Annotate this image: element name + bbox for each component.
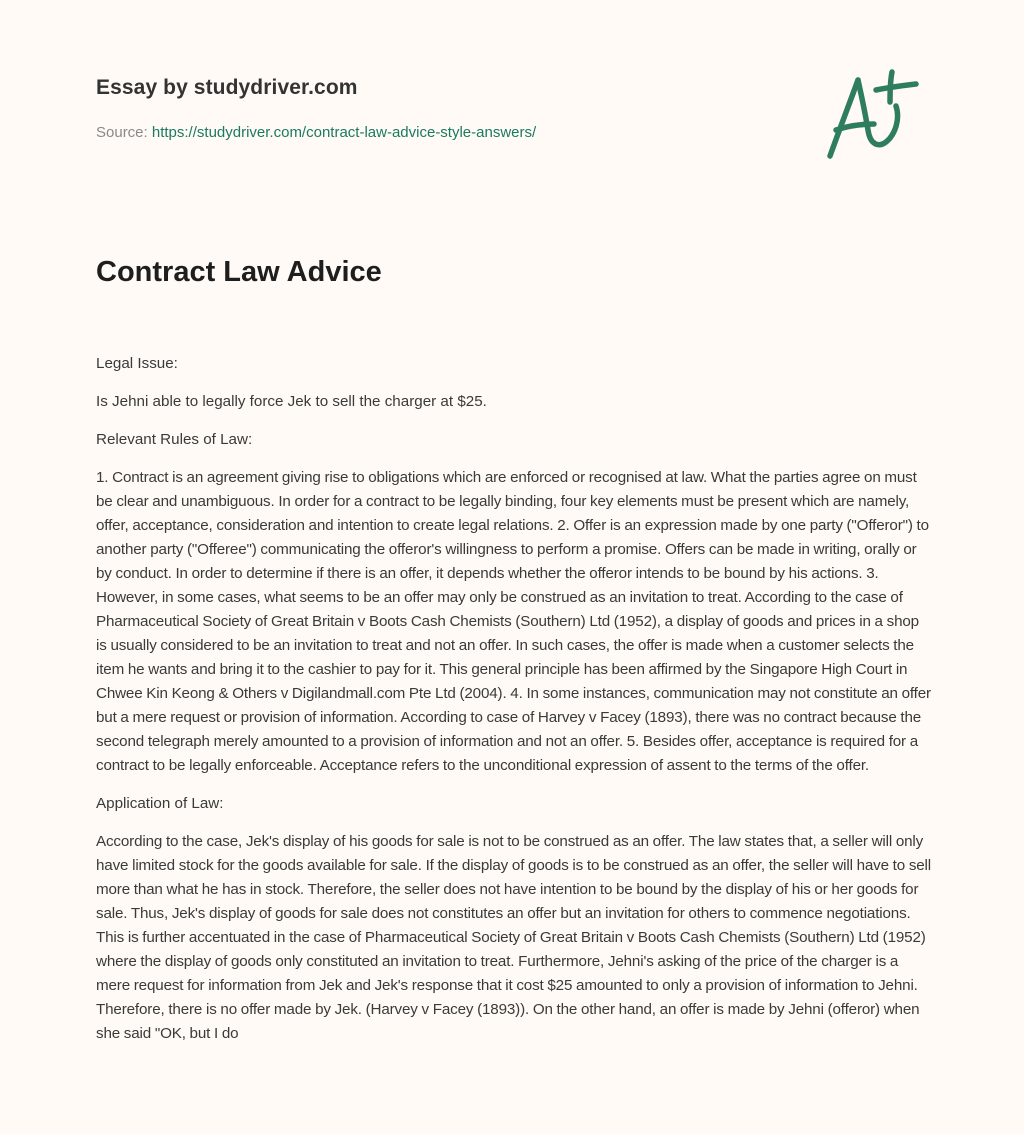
- section-heading-relevant-rules: Relevant Rules of Law:: [96, 431, 253, 448]
- source-line: [96, 124, 536, 141]
- section-text-application: According to the case, Jek's display of his goods for sale is not to be construed as an offer. The law states that, a seller will only have limited stock for the goods available for sale. If the display of goods is to be construed as an offer, the seller will have to sell more than what he has in stock. Therefore, the seller does not have intention to be bound by the display of his or her goods for sale. Thus, Jek's display of goods for sale does not constitutes an offer but an invitation for others to commence negotiations. This is further accentuated in the case of Pharmaceutical Society of Great Britain v Boots Cash Chemists (Southern) Ltd (1952) where the display of goods only constituted an invitation to treat. Furthermore, Jehni's asking of the price of the charger is a mere request for information from Jek and Jek's response that it cost $25 amounted to only a provision of information to Jehni. Therefore, there is no offer made by Jek. (Harvey v Facey (1893)). On the other hand, an offer is made by Jehni (offeror) when she said "OK, but I do: [96, 833, 932, 1042]
- section-heading-application: Application of Law:: [96, 795, 224, 812]
- site-title: Essay by studydriver.com: [96, 76, 358, 99]
- document-title: Contract Law Advice: [96, 256, 382, 288]
- essay-page: [96, 0, 932, 1042]
- a-plus-grade-icon: [824, 68, 926, 164]
- section-text-relevant-rules: 1. Contract is an agreement giving rise to obligations which are enforced or recognised at law. What the parties agree on must be clear and unambiguous. In order for a contract to be legally binding, four key elements must be present which are namely, offer, acceptance, consideration and intention to create legal relations. 2. Offer is an expression made by one party ("Offeror") to another party ("Offeree") communicating the offeror's willingness to perform a promise. Offers can be made in writing, orally or by conduct. In order to determine if there is an offer, it depends whether the offeror intends to be bound by his actions. 3. However, in some cases, what seems to be an offer may only be construed as an invitation to treat. According to the case of Pharmaceutical Society of Great Britain v Boots Cash Chemists (Southern) Ltd (1952), a display of goods and prices in a shop is usually considered to be an invitation to treat and not an offer. In such cases, the offer is made when a customer selects the item he wants and bring it to the cashier to pay for it. This general principle has been affirmed by the Singapore High Court in Chwee Kin Keong & Others v Digilandmall.com Pte Ltd (2004). 4. In some instances, communication may not constitute an offer but a mere request or provision of information. According to case of Harvey v Facey (1893), there was no contract because the second telegraph merely amounted to a provision of information and not an offer. 5. Besides offer, acceptance is required for a contract to be legally enforceable. Acceptance refers to the unconditional expression of assent to the terms of the offer.: [96, 469, 931, 774]
- section-text-legal-issue: Is Jehni able to legally force Jek to sell the charger at $25.: [96, 393, 487, 410]
- page-header: [96, 0, 932, 200]
- document-body: [96, 352, 932, 1060]
- source-link[interactable]: https://studydriver.com/contract-law-advice-style-answers/: [151, 124, 537, 141]
- source-label: Source:: [96, 124, 148, 141]
- section-heading-legal-issue: Legal Issue:: [96, 355, 178, 372]
